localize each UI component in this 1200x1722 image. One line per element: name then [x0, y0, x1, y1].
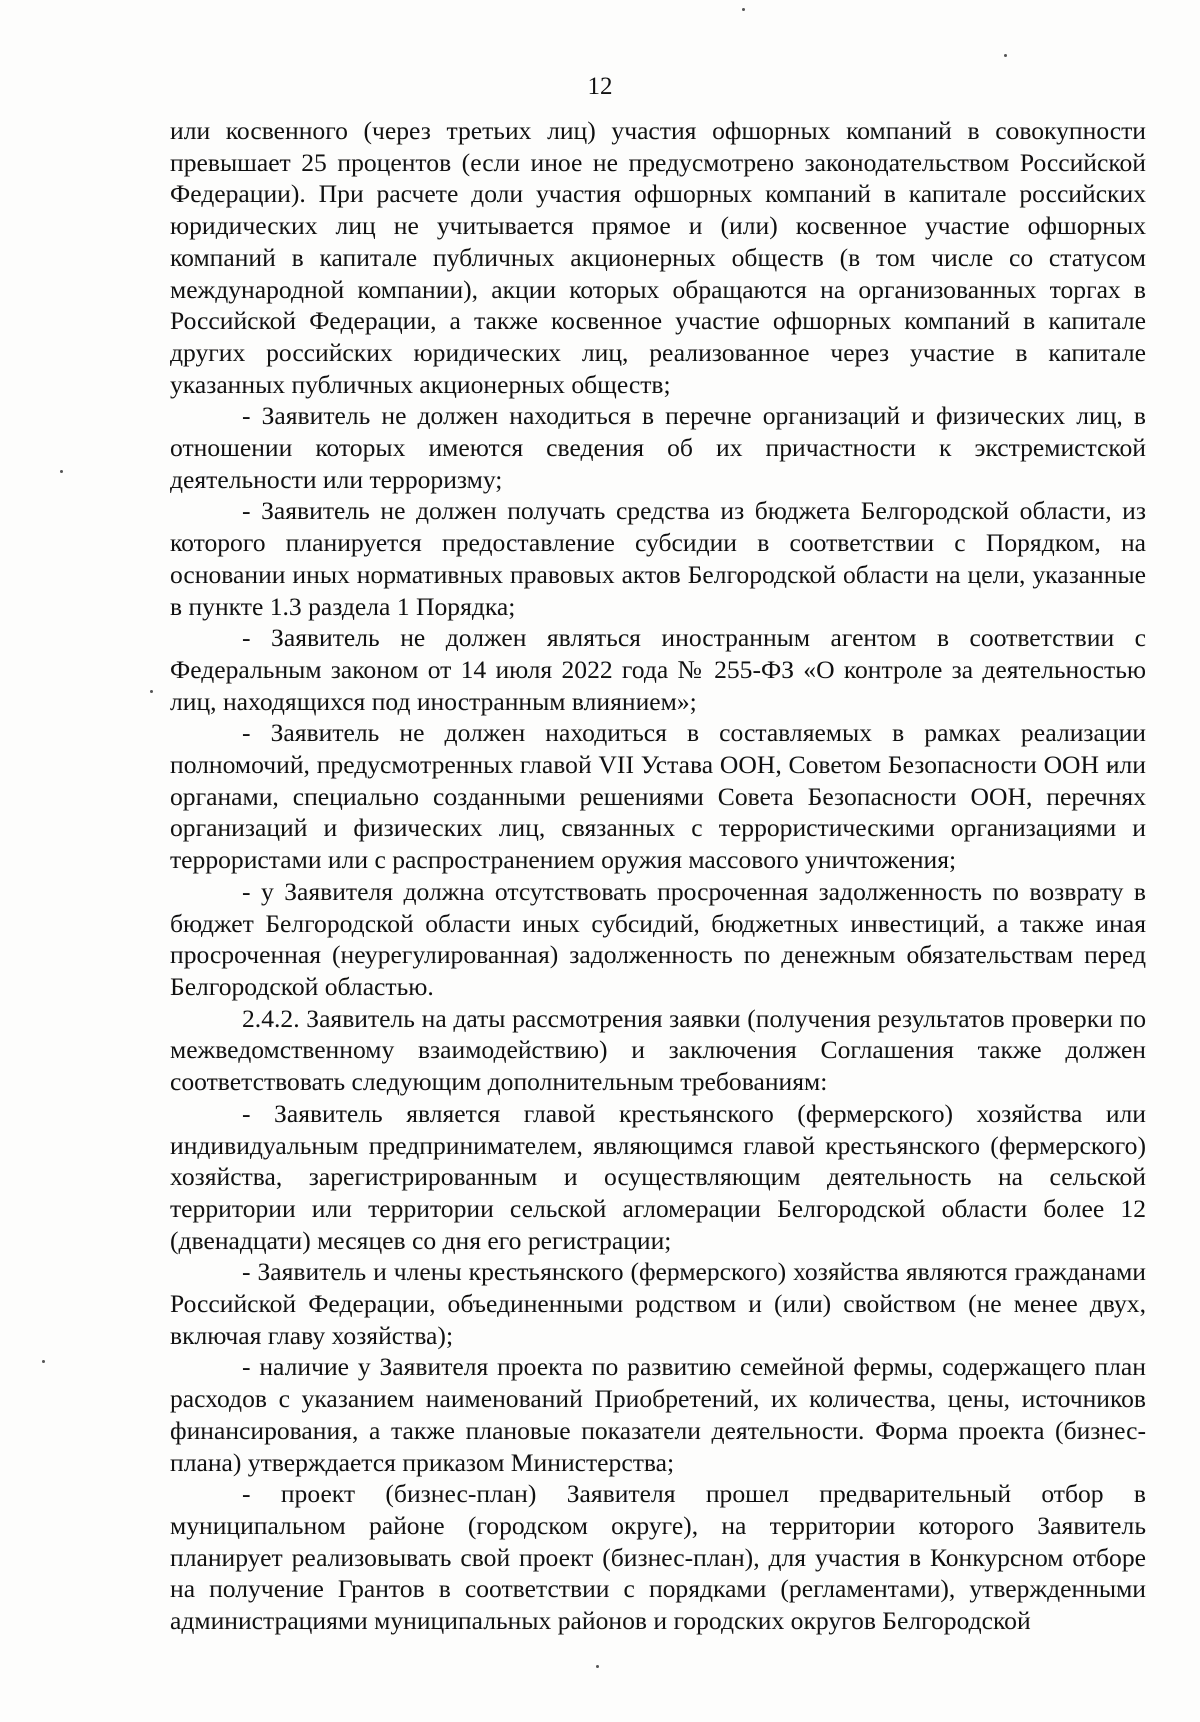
document-body	[170, 115, 1146, 1637]
paragraph-offshore-participation: или косвенного (через третьих лиц) участия офшорных компаний в совокупности превышает 25 процентов (если иное не предусмотрено законодательством Российской Федерации). При расчете доли участия офшорных компаний в капитале российских юридических лиц не учитывается прямое и (или) косвенное участие офшорных компаний в капитале публичных акционерных обществ (в том числе со статусом международной компании), акции которых обращаются на организованных торгах в Российской Федерации, а также косвенное участие офшорных компаний в капитале других российских юридических лиц, реализованное через участие в капитале указанных публичных акционерных обществ;	[170, 116, 1146, 399]
paragraph-preliminary-selection: - проект (бизнес-план) Заявителя прошел предварительный отбор в муниципальном районе (городском округе), на территории которого Заявитель планирует реализовывать свой проект (бизнес-план), для участия в Конкурсном отборе на получение Грантов в соответствии с порядками (регламентами), утвержденными администрациями муниципальных районов и городских округов Белгородской	[170, 1479, 1146, 1636]
scan-speck	[42, 1360, 45, 1363]
paragraph-extremism-list: - Заявитель не должен находиться в перечне организаций и физических лиц, в отношении которых имеются сведения об их причастности к экстремистской деятельности или терроризму;	[170, 401, 1146, 494]
paragraph-un-security-council-lists: - Заявитель не должен находиться в составляемых в рамках реализации полномочий, предусмотренных главой VII Устава ООН, Советом Безопасности ООН или органами, специально созданными решениями Совета Безопасности ООН, перечнях организаций и физических лиц, связанных с террористическими организациями и террористами или с распространением оружия массового уничтожения;	[170, 718, 1146, 875]
paragraph-regional-budget-funds: - Заявитель не должен получать средства из бюджета Белгородской области, из которого планируется предоставление субсидии в соответствии с Порядком, на основании иных нормативных правовых актов Белгородской области на цели, указанные в пункте 1.3 раздела 1 Порядка;	[170, 496, 1146, 621]
paragraph-section-2-4-2: 2.4.2. Заявитель на даты рассмотрения заявки (получения результатов проверки по межведомственному взаимодействию) и заключения Соглашения также должен соответствовать следующим дополнительным требованиям:	[170, 1003, 1146, 1097]
scan-speck	[60, 470, 63, 473]
paragraph-foreign-agent: - Заявитель не должен являться иностранным агентом в соответствии с Федеральным законом от 14 июля 2022 года № 255-ФЗ «О контроле за деятельностью лиц, находящихся под иностранным влиянием»;	[170, 623, 1146, 716]
paragraph-citizenship-requirement: - Заявитель и члены крестьянского (фермерского) хозяйства являются гражданами Российской Федерации, объединенными родством и (или) свойством (не менее двух, включая главу хозяйства);	[170, 1257, 1146, 1350]
scan-speck	[150, 690, 153, 693]
scan-speck	[1004, 54, 1007, 57]
paragraph-farm-head-requirement: - Заявитель является главой крестьянского (фермерского) хозяйства или индивидуальным предпринимателем, являющимся главой крестьянского (фермерского) хозяйства, зарегистрированным и осуществляющим деятельность на сельской территории или территории сельской агломерации Белгородской области более 12 (двенадцати) месяцев со дня его регистрации;	[170, 1098, 1146, 1255]
paragraph-overdue-debt: - у Заявителя должна отсутствовать просроченная задолженность по возврату в бюджет Белгородской области иных субсидий, бюджетных инвестиций, а также иная просроченная (неурегулированная) задолженность по денежным обязательствам перед Белгородской областью.	[170, 876, 1146, 1001]
page-number: 12	[587, 73, 613, 100]
paragraph-business-plan: - наличие у Заявителя проекта по развитию семейной фермы, содержащего план расходов с указанием наименований Приобретений, их количества, цены, источников финансирования, а также плановые показатели деятельности. Форма проекта (бизнес-плана) утверждается приказом Министерства;	[170, 1352, 1146, 1477]
scan-speck	[596, 1665, 599, 1668]
scan-speck	[742, 8, 745, 11]
